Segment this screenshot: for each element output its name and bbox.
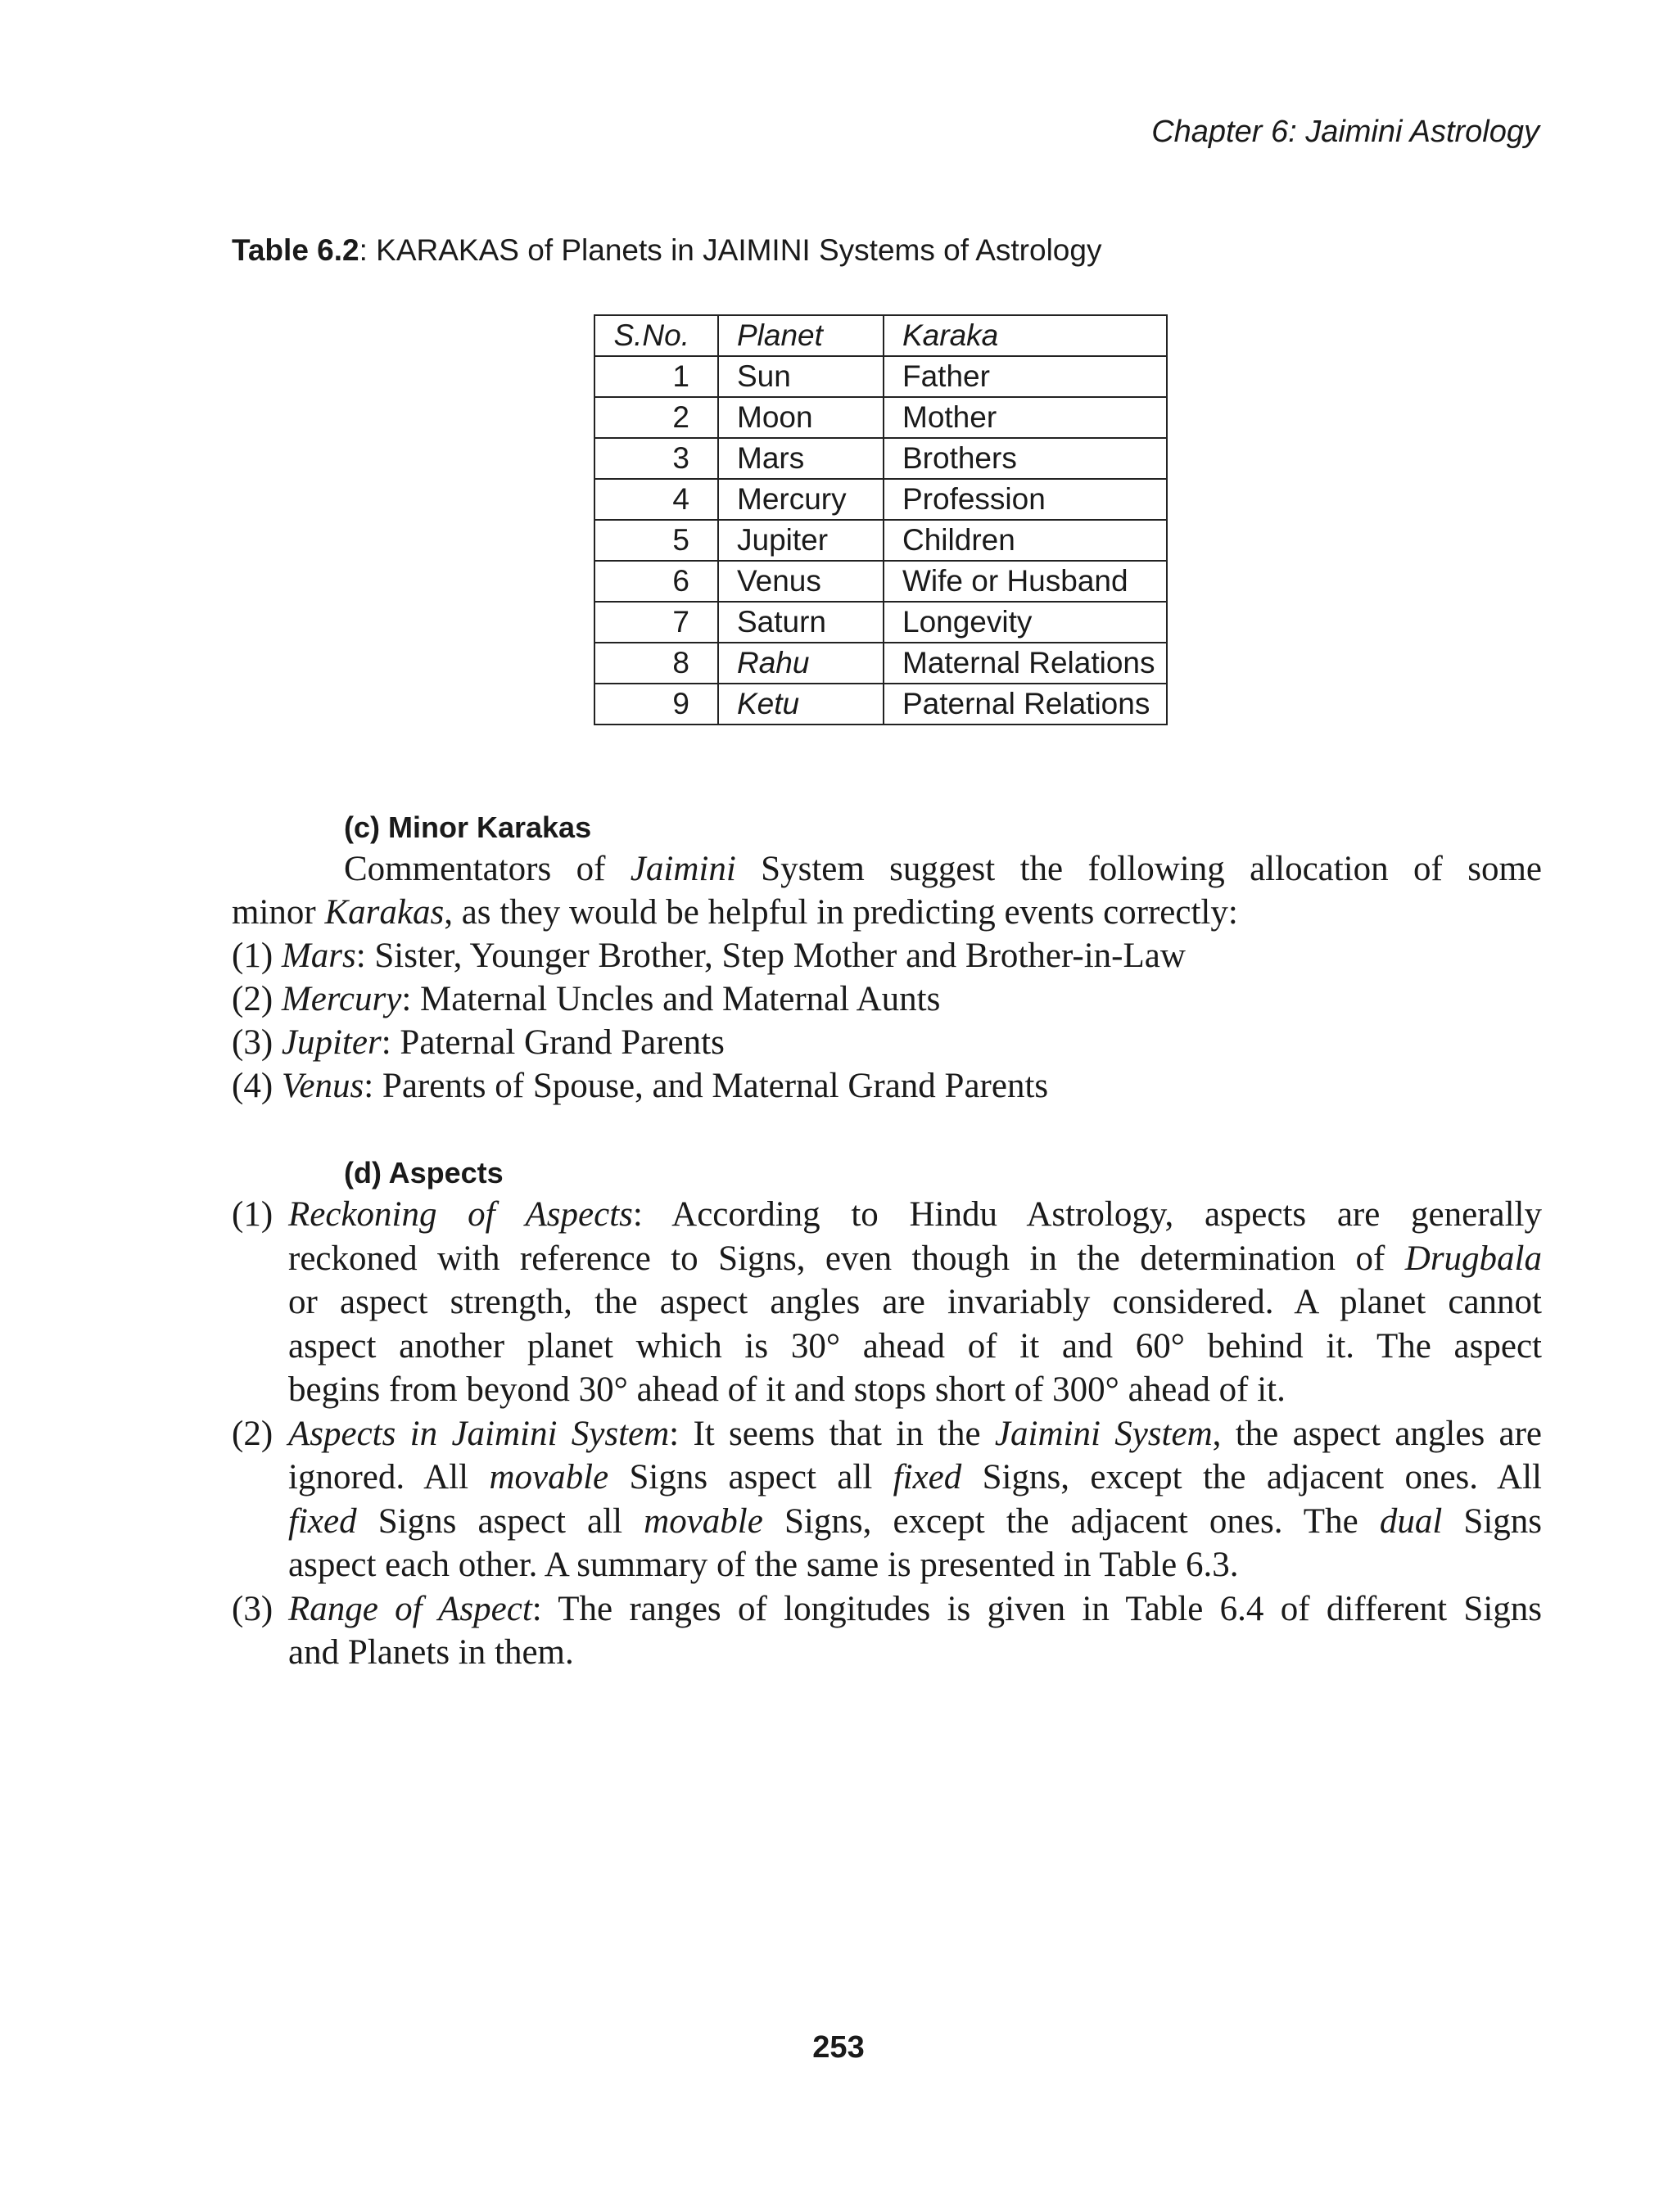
intro-emphasis: Jaimini [630, 850, 736, 888]
item-emphasis: fixed [288, 1501, 357, 1541]
aspect-line [288, 1237, 1542, 1281]
table-row [594, 561, 1167, 602]
cell-sno: 4 [594, 479, 718, 520]
item-text: : Paternal Grand Parents [381, 1023, 725, 1062]
header-karaka: Karaka [884, 315, 1167, 356]
cell-karaka: Wife or Husband [884, 561, 1167, 602]
item-text: : Sister, Younger Brother, Step Mother and Brother-in-Law [355, 937, 1186, 975]
header-sno: S.No. [594, 315, 718, 356]
table-caption-label: Table 6.2 [232, 233, 359, 267]
table-caption [232, 233, 1101, 268]
intro-text: System suggest the following allocation of some [735, 850, 1542, 888]
item-text: : Parents of Spouse, and Maternal Grand Parents [364, 1067, 1049, 1105]
aspect-line [288, 1587, 1542, 1632]
item-number: (2) [232, 1414, 273, 1453]
running-head: Chapter 6: Jaimini Astrology [1151, 115, 1539, 149]
karaka-table [594, 314, 1168, 725]
item-emphasis: Jaimini System [994, 1414, 1213, 1453]
cell-planet: Ketu [718, 684, 884, 725]
item-emphasis: movable [489, 1458, 609, 1496]
item-text: Signs [1442, 1501, 1543, 1541]
cell-sno: 9 [594, 684, 718, 725]
cell-planet: Venus [718, 561, 884, 602]
aspect-line [288, 1193, 1542, 1237]
item-planet: Venus [281, 1067, 364, 1105]
minor-karaka-item [232, 977, 1542, 1021]
item-text: Signs, except the adjacent ones. All [961, 1458, 1542, 1496]
table-row [594, 479, 1167, 520]
intro-line-1 [232, 847, 1542, 891]
aspect-item-1 [232, 1193, 1542, 1412]
aspects-list [232, 1193, 1542, 1675]
table-caption-text: : KARAKAS of Planets in JAIMINI Systems of Astrology [359, 233, 1102, 267]
cell-karaka: Paternal Relations [884, 684, 1167, 725]
cell-sno: 2 [594, 397, 718, 438]
cell-karaka: Profession [884, 479, 1167, 520]
cell-sno: 7 [594, 602, 718, 643]
cell-karaka: Children [884, 520, 1167, 561]
aspect-line [288, 1500, 1542, 1544]
cell-sno: 6 [594, 561, 718, 602]
cell-sno: 5 [594, 520, 718, 561]
aspect-line [288, 1412, 1542, 1456]
item-number: (2) [232, 980, 282, 1018]
cell-sno: 8 [594, 643, 718, 684]
aspect-item-2 [232, 1412, 1542, 1587]
item-number: (3) [232, 1023, 282, 1062]
aspect-item-3 [232, 1587, 1542, 1675]
intro-text: minor [232, 893, 325, 932]
minor-karakas-body [232, 847, 1542, 1108]
item-heading: Reckoning of Aspects [288, 1195, 633, 1234]
aspect-line: or aspect strength, the aspect angles are invariably considered. A planet cannot [288, 1283, 1542, 1321]
item-number: (1) [232, 1195, 273, 1234]
cell-planet: Mercury [718, 479, 884, 520]
intro-emphasis: Karakas [324, 893, 445, 932]
item-emphasis: dual [1379, 1501, 1443, 1541]
cell-planet: Moon [718, 397, 884, 438]
cell-planet: Sun [718, 356, 884, 397]
item-emphasis: fixed [893, 1458, 962, 1496]
aspect-line [288, 1456, 1542, 1500]
table-row [594, 684, 1167, 725]
item-text: : According to Hindu Astrology, aspects are generally [632, 1195, 1542, 1234]
item-heading: Aspects in Jaimini System [288, 1414, 670, 1453]
section-title-aspects: (d) Aspects [344, 1156, 504, 1190]
table-row [594, 643, 1167, 684]
cell-karaka: Mother [884, 397, 1167, 438]
item-text: reckoned with reference to Signs, even though in the determination of [288, 1239, 1405, 1278]
minor-karaka-item [232, 934, 1542, 977]
aspect-line: begins from beyond 30° ahead of it and stops short of 300° ahead of it. [288, 1370, 1286, 1409]
section-title-minor-karakas: (c) Minor Karakas [344, 810, 592, 844]
item-emphasis: movable [644, 1501, 763, 1541]
item-text: : The ranges of longitudes is given in Table 6.4 of different Signs [531, 1589, 1542, 1628]
item-text: Signs aspect all [608, 1458, 893, 1496]
table-header-row [594, 315, 1167, 356]
intro-text: Commentators of [344, 850, 631, 888]
item-heading: Range of Aspect [288, 1589, 532, 1628]
item-text: ignored. All [288, 1458, 490, 1496]
cell-karaka: Brothers [884, 438, 1167, 479]
cell-planet: Mars [718, 438, 884, 479]
item-planet: Jupiter [281, 1023, 382, 1062]
table-row [594, 520, 1167, 561]
table-row [594, 397, 1167, 438]
aspect-line: aspect each other. A summary of the same is presented in Table 6.3. [288, 1546, 1239, 1584]
cell-sno: 1 [594, 356, 718, 397]
item-planet: Mars [281, 937, 356, 975]
minor-karaka-item [232, 1064, 1542, 1108]
aspect-line: aspect another planet which is 30° ahead of it and 60° behind it. The aspect [288, 1326, 1542, 1366]
cell-karaka: Maternal Relations [884, 643, 1167, 684]
item-number: (1) [232, 937, 282, 975]
header-planet: Planet [718, 315, 884, 356]
item-text: : Maternal Uncles and Maternal Aunts [401, 980, 941, 1018]
minor-karaka-item [232, 1021, 1542, 1064]
page-number: 253 [812, 2030, 865, 2065]
item-text: : It seems that in the [669, 1414, 995, 1453]
item-emphasis: Drugbala [1404, 1239, 1542, 1278]
cell-planet: Rahu [718, 643, 884, 684]
cell-karaka: Longevity [884, 602, 1167, 643]
cell-planet: Saturn [718, 602, 884, 643]
table-row [594, 438, 1167, 479]
item-number: (4) [232, 1067, 282, 1105]
cell-sno: 3 [594, 438, 718, 479]
item-text: , the aspect angles are [1212, 1414, 1542, 1453]
intro-text: , as they would be helpful in predicting events correctly: [444, 893, 1238, 932]
item-number: (3) [232, 1589, 273, 1628]
intro-line-2 [232, 891, 1542, 934]
aspect-line: and Planets in them. [288, 1633, 574, 1672]
table-row [594, 602, 1167, 643]
cell-planet: Jupiter [718, 520, 884, 561]
table-row [594, 356, 1167, 397]
cell-karaka: Father [884, 356, 1167, 397]
item-text: Signs, except the adjacent ones. The [762, 1501, 1380, 1541]
item-planet: Mercury [281, 980, 402, 1018]
item-text: Signs aspect all [356, 1501, 644, 1541]
